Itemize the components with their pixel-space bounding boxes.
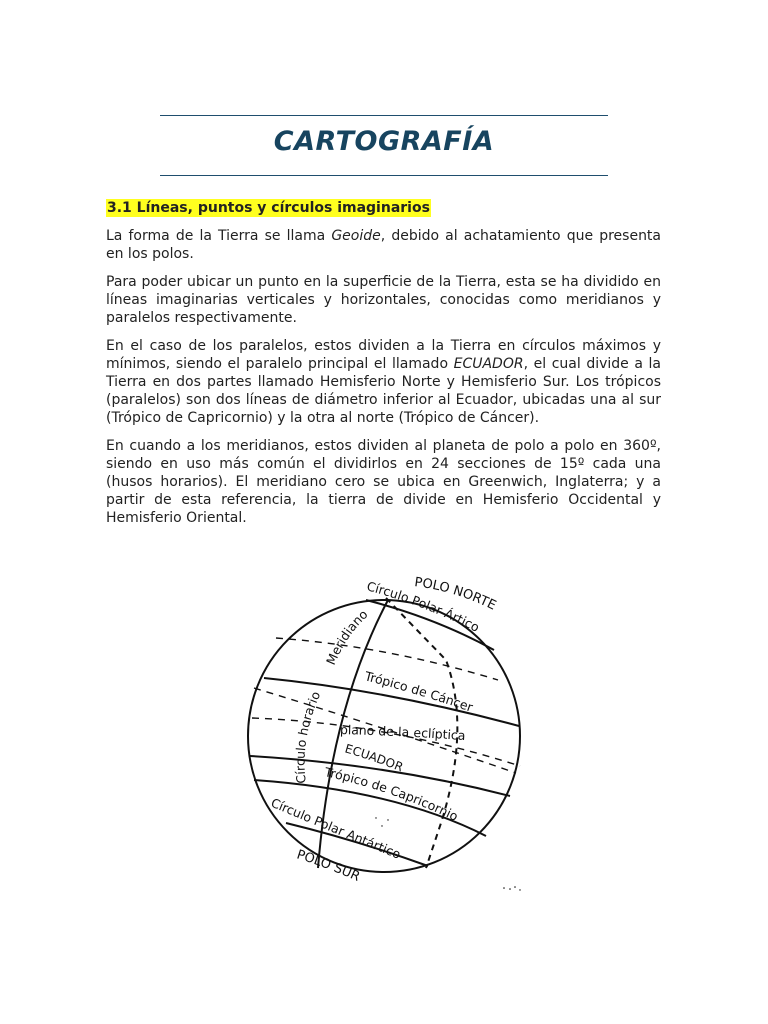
paragraph-text: En el caso de los paralelos, estos dividen a la Tierra en círculos máximos y mínimos, siendo el paralelo principal el llamado bbox=[106, 338, 661, 372]
globe-diagram bbox=[236, 568, 536, 904]
label-meridiano: Meridiano bbox=[322, 606, 371, 668]
paragraph-geoide bbox=[106, 227, 661, 263]
label-polo-norte: POLO NORTE bbox=[413, 575, 499, 614]
paragraph-text: , el cual divide a la Tierra en dos partes llamado Hemisferio Norte y Hemisferio Sur. Los trópicos (paralelos) son dos líneas de diámetro inferior al Ecuador, ubicadas una al sur (Trópico de Capricornio) y la otra al norte (Trópico de Cáncer). bbox=[106, 356, 661, 426]
paragraph-paralelos bbox=[106, 337, 661, 427]
paragraph-meridianos bbox=[106, 437, 661, 527]
label-circulo-polar-artico: Círculo Polar Ártico bbox=[365, 578, 483, 635]
emphasis-ecuador: ECUADOR bbox=[453, 356, 524, 372]
title-rule-bottom bbox=[160, 175, 608, 176]
page-title: CARTOGRAFÍA bbox=[273, 126, 495, 157]
label-tropico-cancer: Trópico de Cáncer bbox=[363, 668, 475, 715]
paragraph-text: En cuando a los meridianos, estos dividen al planeta de polo a polo en 360º, siendo en uso más común el dividirlos en 24 secciones de 15º cada una (husos horarios). El meridiano cero se ubica en Greenwich, Inglaterra; y a partir de esta referencia, la tierra de divide en Hemisferio Occidental y Hemisferio Oriental. bbox=[106, 438, 661, 526]
paragraph-lineas bbox=[106, 273, 661, 327]
section-heading: 3.1 Líneas, puntos y círculos imaginarios bbox=[107, 200, 430, 216]
label-circulo-horario: Círculo horario bbox=[292, 688, 324, 785]
document-body bbox=[106, 199, 661, 537]
paragraph-text: La forma de la Tierra se llama bbox=[106, 228, 332, 244]
paragraph-text: , debido al achatamiento que presenta en los polos. bbox=[106, 228, 662, 262]
label-polo-sur: POLO SUR bbox=[294, 847, 363, 885]
label-tropico-capricornio: Trópico de Capricornio bbox=[323, 764, 461, 824]
emphasis-geoide: Geoide bbox=[331, 228, 381, 244]
label-ecuador: ECUADOR bbox=[343, 741, 406, 775]
globe-illustration bbox=[236, 568, 536, 904]
paragraph-text: Para poder ubicar un punto en la superficie de la Tierra, esta se ha dividido en líneas imaginarias verticales y horizontales, conocidas como meridianos y paralelos respectivamente. bbox=[106, 274, 661, 326]
title-rule-top bbox=[160, 115, 608, 116]
label-plano-ecliptica: plano de la eclíptica bbox=[339, 721, 467, 744]
label-circulo-polar-antartico: Círculo Polar Antártico bbox=[268, 794, 403, 862]
